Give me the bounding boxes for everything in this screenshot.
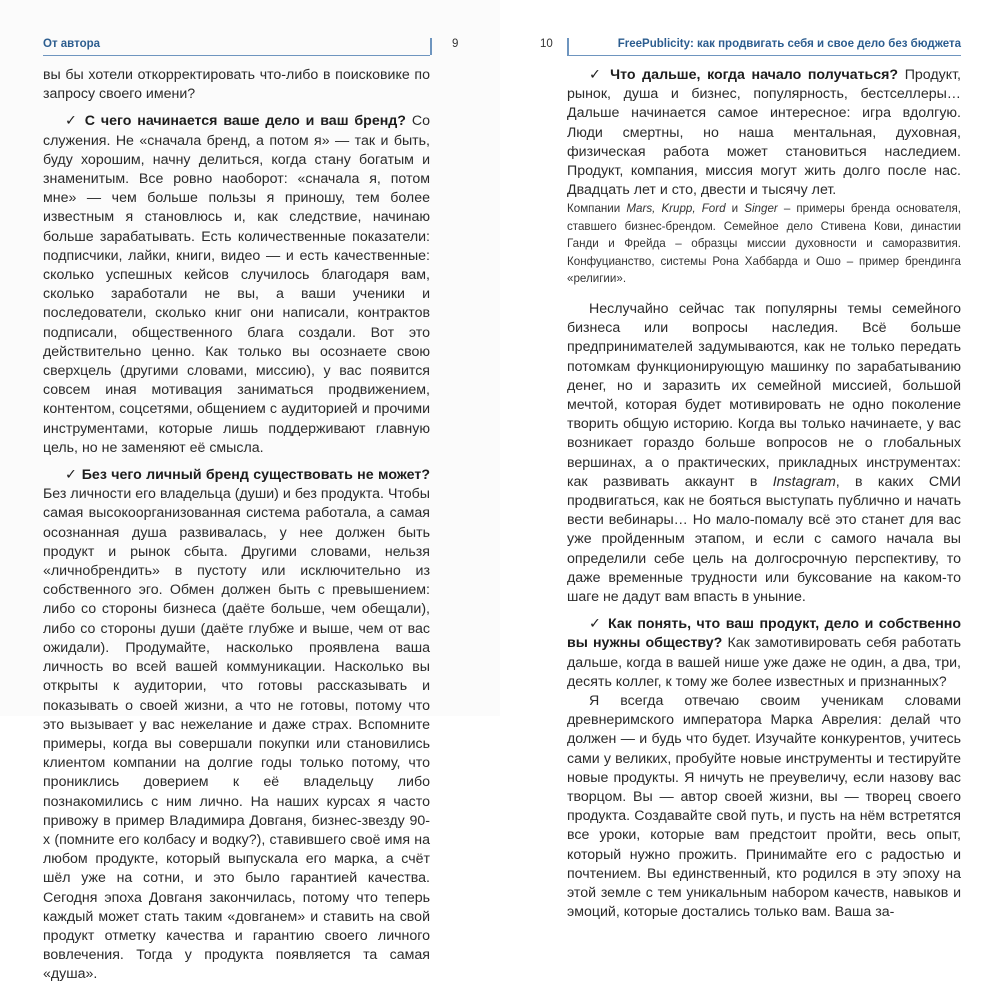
checkmark-icon: ✓ <box>65 113 79 130</box>
checkmark-icon: ✓ <box>65 467 78 484</box>
question-heading: С чего начинается ваше дело и ваш бренд? <box>84 113 406 130</box>
question-heading: Без чего личный бренд существовать не может? <box>81 467 430 484</box>
question-heading: Как понять, что ваш продукт, дело и собственно вы нужны обществу? <box>567 616 962 652</box>
note-text: и <box>725 202 745 216</box>
paragraph-heritage <box>567 300 961 607</box>
question-heading: Что дальше, когда начало получаться? <box>610 67 899 83</box>
note-text: Компании <box>567 202 627 216</box>
paragraph-product <box>43 466 430 984</box>
note-brand-singer: Singer <box>744 202 778 216</box>
left-page <box>0 0 500 983</box>
note-brands: Mars, Krupp, Ford <box>626 202 726 216</box>
right-header-divider <box>567 38 569 55</box>
paragraph-text: , в каких СМИ продвигаться, как не бояться выступать публично и начать вести вебинары… Но мало-помалу всё это станет для вас уже пройденным этапом, и если с самого начала вы определили себе цель на долгосрочную перспективу, то даже временные трудности или буксование на каком-то шаге не дадут вам впасть в уныние. <box>567 473 961 605</box>
left-page-number: 9 <box>452 38 459 50</box>
paragraph-text: Со служения. Не «сначала бренд, а потом я» — так и быть, буду хорошим, начну делиться, когда стану богатым и знаменитым. Все ровно наоборот: «сначала я, потом мне» — чем больше пользы я приношу, тем более известным я становлюсь и, как следствие, начинаю больше зарабатывать. Есть количественные показатели: подписчики, лайки, книги, видео — и есть качественные: сколько успешных кейсов случилось благодаря вам, сколько заработали не вы, а ваши ученики и последователи, сколько книг они написали, контрактов подписали, общественного блага создали. Вот это действительно ценно. Как только вы осознаете свою сверхцель (другими словами, миссию), у вас появится совсем иная мотивация заниматься продвижением, контентом, соцсетями, общением с аудиторией и прочими инструментами, которые лишь поддерживают главную цель, но не заменяют её смысла. <box>43 113 431 456</box>
note-text: – примеры бренда основателя, ставшего бизнес-брендом. Семейное дело Стивена Кови, династии Ганди и Фрейда – образцы миссии духовности и саморазвития. Конфуцианство, системы Рона Хаббарда и Ошо – пример брендинга «религии». <box>567 202 961 286</box>
instagram-mention: Instagram <box>772 473 836 490</box>
right-running-header: FreePublicity: как продвигать себя и свое дело без бюджета <box>617 38 961 50</box>
checkmark-icon: ✓ <box>589 67 604 83</box>
left-page-body <box>43 66 430 985</box>
paragraph-service <box>43 112 430 458</box>
paragraph-marcus-aurelius: Я всегда отвечаю своим ученикам словами древнеримского императора Марка Аврелия: делай что должен — и будь что будет. Изучайте конкурентов, учитесь сами у великих, пробуйте новые инструменты и тестируйте новые продукты. Я ничуть не преувеличу, если назову вас творцом. Вы — автор своей жизни, вы — творец своего продукта. Создавайте свой путь, и пусть на нём встретятся все уроки, которые вам предстоит пройти, весь опыт, который нужно прожить. Принимайте его с радостью и почтением. Вы единственный, кто родился в эту эпоху на этой земле с тем уникальным набором качеств, навыков и эмоций, которые достались только вам. Ваша за- <box>567 692 961 921</box>
checkmark-icon: ✓ <box>589 616 603 633</box>
paragraph-next-steps <box>567 66 961 200</box>
paragraph-text: Неслучайно сейчас так популярны темы семейного бизнеса или вопросы наследия. Всё больше предпринимателей задумываются, как не только передать потомкам функционирующую машинку по зарабатыванию денег, но и заразить их семейной миссией, большой мечтой, которая будет мотивировать не одно поколение творить общую историю. Когда вы только начинаете, у вас возникает гораздо больше вопросов не о глобальных вершинах, а о практических, прикладных инструментах: как развивать аккаунт в <box>567 300 961 490</box>
left-header-rule <box>43 55 430 56</box>
paragraph-society <box>567 615 961 692</box>
side-note <box>567 200 961 288</box>
left-running-header: От автора <box>43 38 101 50</box>
paragraph-continued: вы бы хотели откорректировать что-либо в поисковике по запросу своего имени? <box>43 67 430 103</box>
right-header-rule <box>567 55 961 56</box>
right-page-body <box>567 66 961 922</box>
paragraph-text: Без личности его владельца (души) и без продукта. Чтобы самая высокоорганизованная система работала, а самая осознанная душа развивалась, у нее должен быть продукт и рынок сбыта. Другими словами, нельзя «личнобрендить» в пустоту или исключительно из собственного эго. Обмен должен быть с превышением: либо со стороны бизнеса (даёте больше, чем обещали), либо со стороны души (даёте глубже и выше, чем от вас ожидали). Продумайте, насколько проявлена ваша личность во всей вашей коммуникации. Насколько вы открыты к аудитории, что готовы рассказывать и показывать о своей жизни, а что не готовы, потому что это вызывает у вас нежелание и даже страх. Вспомните примеры, когда вы совершали покупки или становились клиентом компании на долгие годы только потому, что прониклись доверием к её владельцу либо познакомились с ним лично. На наших курсах я часто привожу в пример Владимира Довганя, бизнес-звезду 90-х (помните его колбасу и водку?), ставившего своё имя на любом продукте, который выпускала его марка, а счёт шёл уже на сотни, и это было гарантией качества. Сегодня эпоха Довганя закончилась, потому что теперь каждый может стать таким «довганем» и ставить на свой продукт отметку качества и гарантию своего личного вовлечения. Тогда у продукта появляется та самая «душа». <box>43 486 430 983</box>
paragraph-text: Как замотивировать себя работать дальше, когда в вашей нише уже даже не один, а два, три, десять коллег, к тому же более известных и признанных? <box>567 635 962 690</box>
left-header-divider <box>430 38 432 55</box>
right-page-number: 10 <box>540 38 553 50</box>
right-page <box>500 0 1001 921</box>
paragraph-text: Продукт, рынок, душа и бизнес, популярность, бестселлеры… Дальше начинается самое интересное: игра вдолгую. Люди смертны, но наша ментальная, духовная, физическая работа может становиться наследием. Продукт, компания, миссия могут жить долго после нас. Двадцать лет и сто, двести и тысячу лет. <box>567 67 961 199</box>
